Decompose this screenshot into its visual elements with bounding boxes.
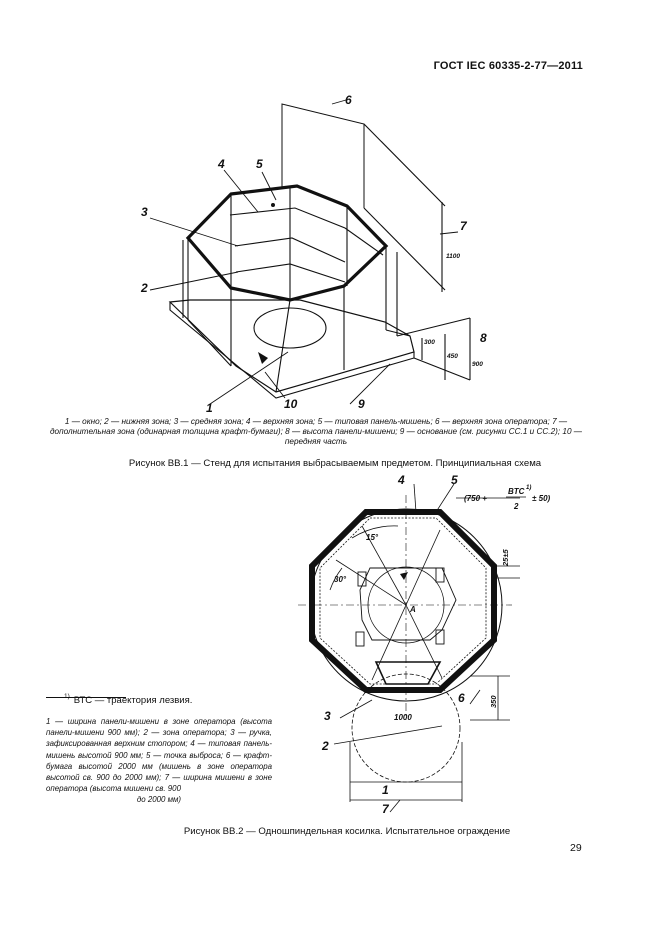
formula-prefix: (750 + (464, 494, 487, 503)
page-number: 29 (570, 842, 582, 854)
angle-30: 30° (334, 575, 347, 584)
figure-2-legend-last: до 2000 мм) (136, 795, 182, 805)
formula-suffix: ± 50) (532, 494, 551, 503)
dim-1100: 1100 (446, 253, 460, 260)
callout-4: 4 (218, 157, 225, 171)
callout-10: 10 (284, 397, 298, 411)
dim-300: 300 (424, 339, 435, 346)
callout-5: 5 (256, 157, 263, 171)
callout-6: 6 (458, 691, 465, 705)
dim-25-5: 25±5 (501, 549, 510, 566)
point-a: A (410, 605, 416, 614)
callout-2: 2 (322, 739, 329, 753)
formula-denominator: 2 (514, 502, 519, 511)
base-plate (170, 300, 414, 392)
callout-3: 3 (324, 709, 331, 723)
dim-350: 350 (489, 695, 498, 708)
callout-9: 9 (358, 397, 365, 411)
dim-900: 900 (472, 361, 483, 368)
figure-2-caption: Рисунок ВВ.2 — Одношпиндельная косилка. Испытательное ограждение (183, 826, 511, 837)
document-header: ГОСТ IEC 60335-2-77—2011 (433, 60, 583, 72)
callout-7: 7 (460, 219, 467, 233)
footnote-marker: 1) (64, 693, 70, 700)
dim-450: 450 (447, 353, 458, 360)
figure-1-legend: 1 — окно; 2 — нижняя зона; 3 — средняя зона; 4 — верхняя зона; 5 — типовая панель-мишень; 6 — верхняя зона оператора; 7 — дополнительная зона (одинарная толщина крафт-бумаги); 8 — высота панели-мишени; 9 — основание (см. рисунки СС.1 и СС.2); 10 — передняя часть (50, 417, 582, 446)
figure-2-legend-body: 1 — ширина панели-мишени в зоне оператора (высота панели-мишени 900 мм); 2 — зона оператора; 3 — ручка, зафиксированная верхним стопором; 4 — типовая панель-мишень высотой 900 мм; 5 — точка выброса; 6 — крафт-бумага высотой 2000 мм (мишень в зоне оператора высотой св. 900 до 2000 мм); 7 — ширина мишени в зоне оператора (высота мишени св. 900 (46, 717, 272, 794)
callout-5: 5 (451, 473, 458, 487)
figure-1-caption: Рисунок ВВ.1 — Стенд для испытания выбрасываемым предметом. Принципиальная схема (128, 458, 542, 469)
formula-superscript: 1) (526, 485, 532, 491)
footnote-text: ВТС — траектория лезвия. (73, 695, 193, 707)
callout-1: 1 (382, 783, 389, 797)
formula-numerator: BTC (508, 487, 525, 496)
callout-3: 3 (141, 205, 148, 219)
callout-6: 6 (345, 93, 352, 107)
callout-7: 7 (382, 802, 389, 816)
front-arrow (258, 352, 268, 364)
operator-upper-zone (282, 104, 364, 208)
callout-2: 2 (141, 281, 148, 295)
callout-1: 1 (206, 401, 213, 415)
window (254, 308, 326, 348)
callout-8: 8 (480, 331, 487, 345)
callout-4: 4 (398, 473, 405, 487)
figure-2-legend (46, 716, 272, 806)
footnote (64, 694, 192, 706)
dim-1000: 1000 (394, 713, 412, 722)
angle-15: 15° (366, 533, 379, 542)
upper-zone-rim (188, 186, 386, 300)
